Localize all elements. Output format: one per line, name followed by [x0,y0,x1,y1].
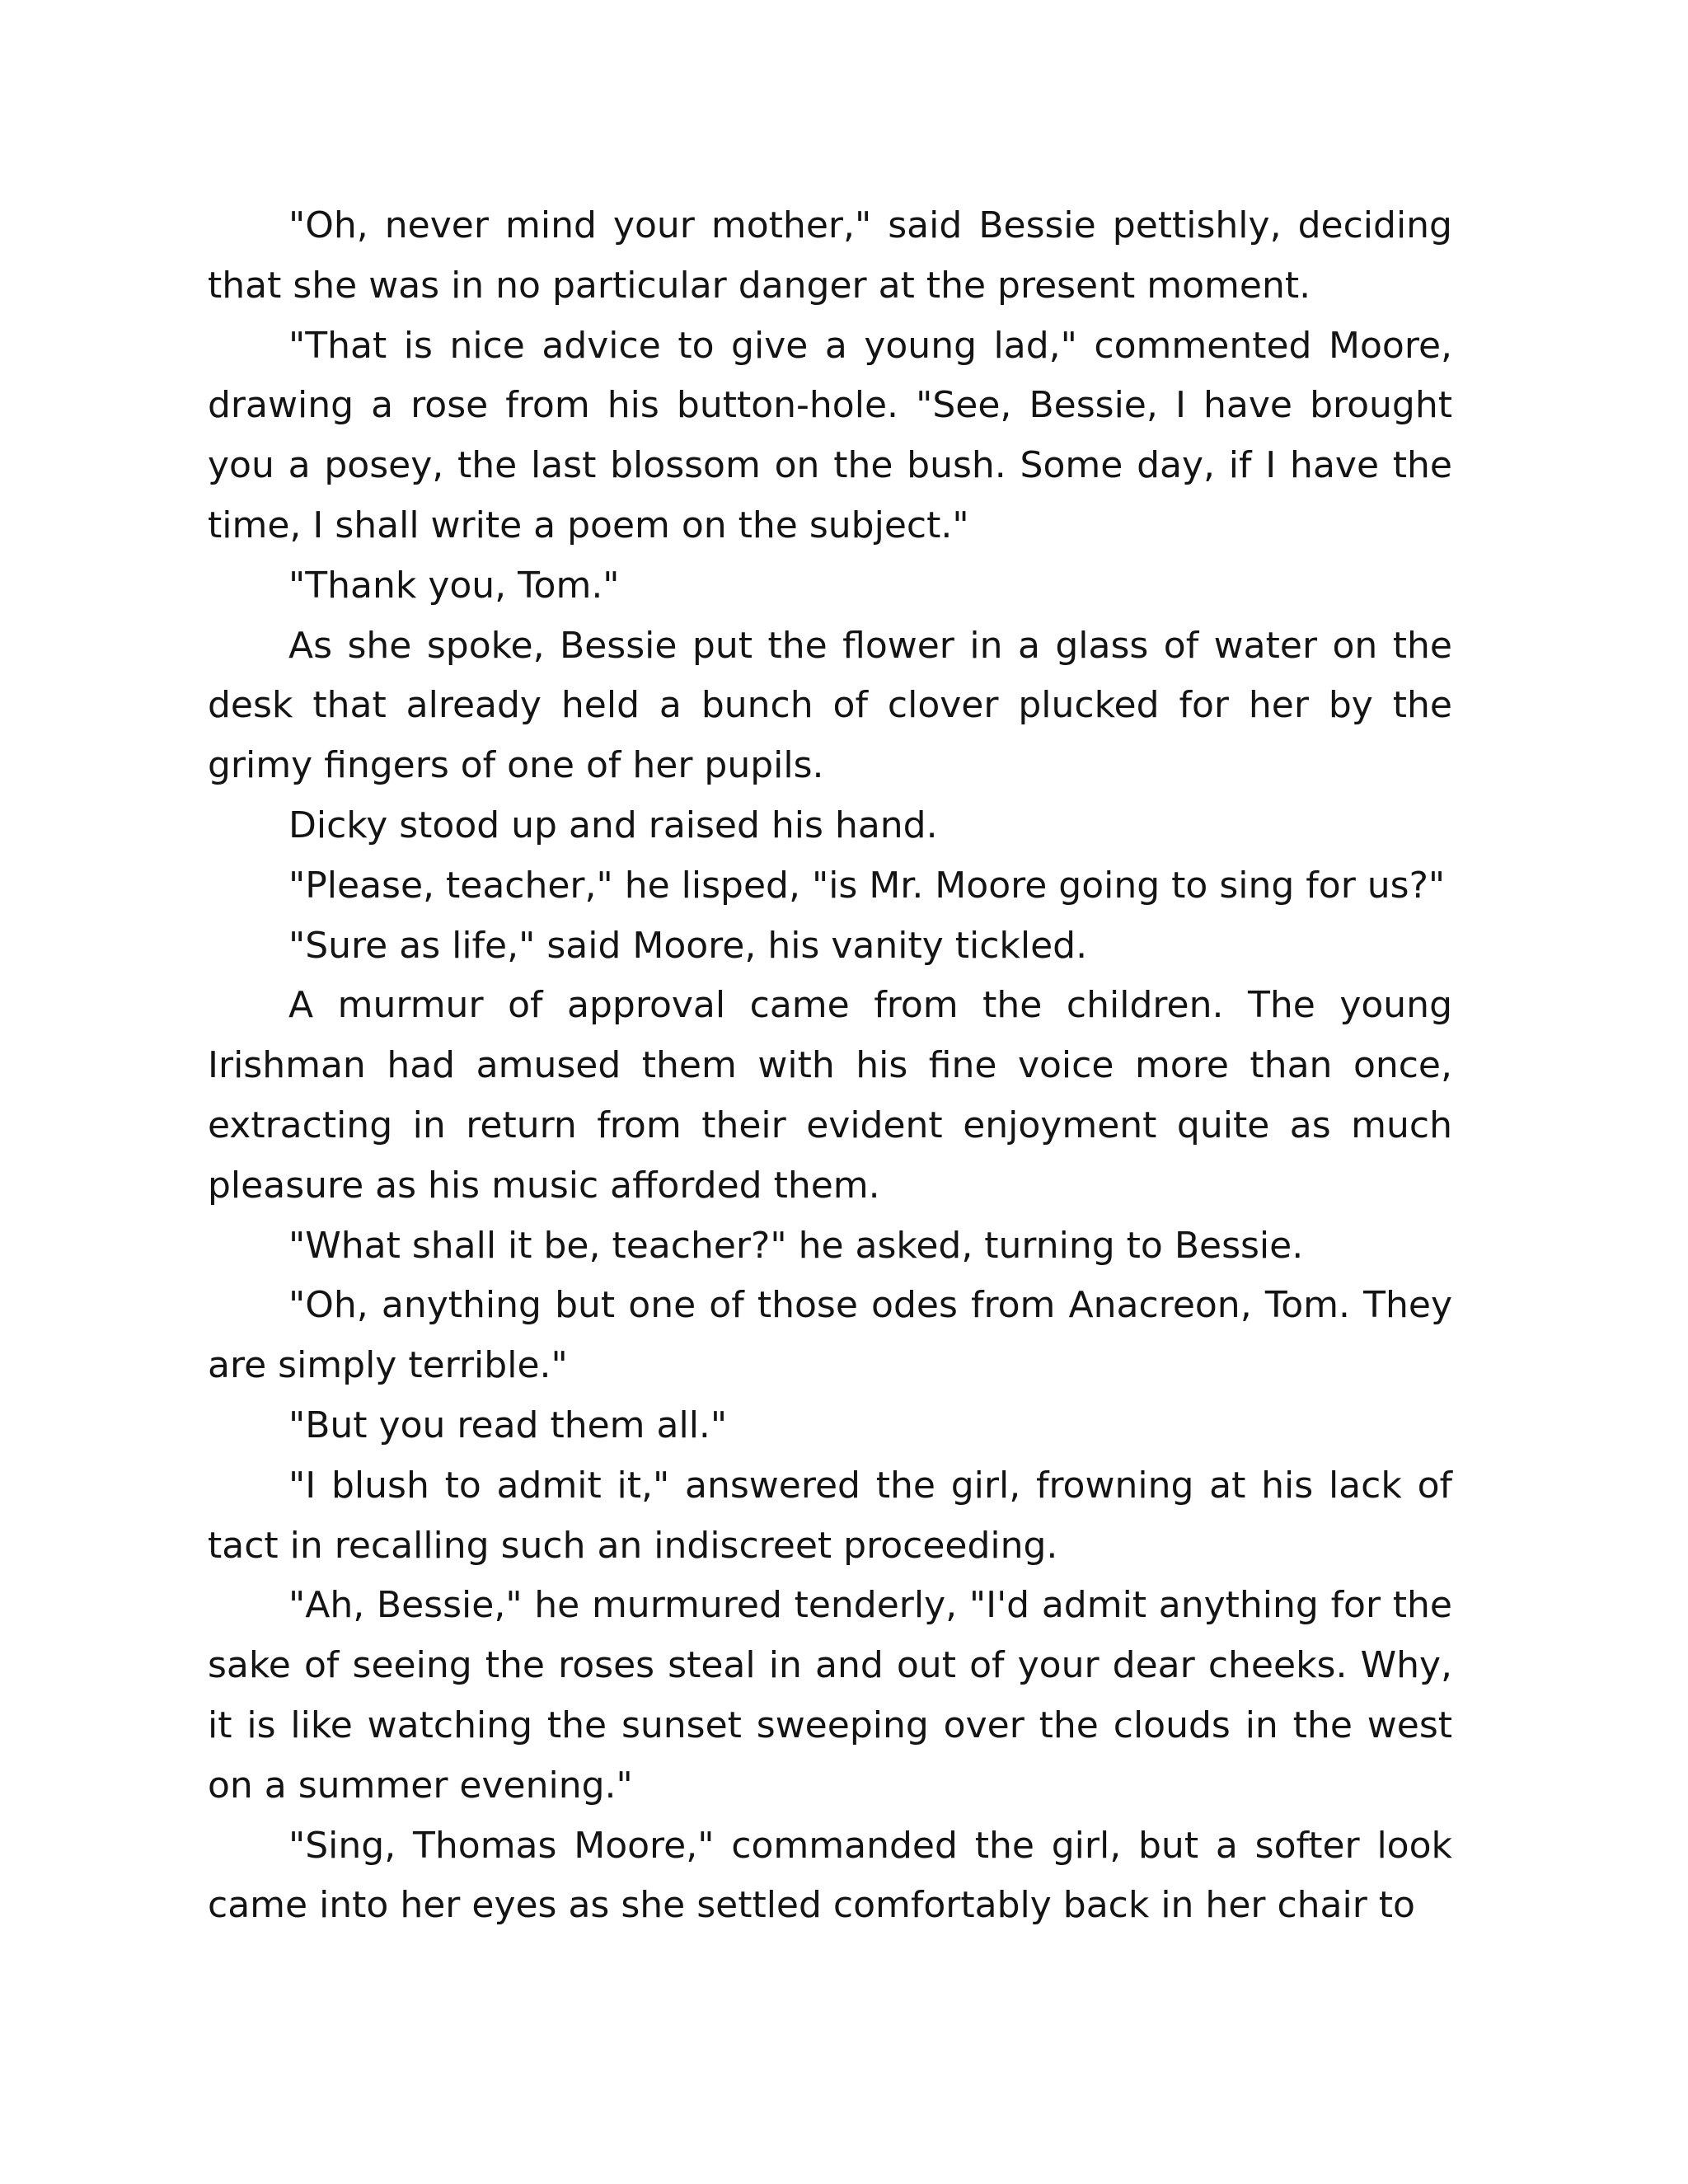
page-body [208,196,1452,1936]
paragraph: "Sure as life," said Moore, his vanity tickled. [288,924,1088,967]
paragraph: "Oh, never mind your mother," said Bessie pettishly, deciding that she was in no particular danger at the present moment. [208,204,1452,307]
paragraph: "That is nice advice to give a young lad," commented Moore, drawing a rose from his button-hole. "See, Bessie, I have brought you a posey, the last blossom on the bush. Some day, if I have the time, I shall write a poem on the subject." [208,324,1452,546]
paragraph: As she spoke, Bessie put the flower in a glass of water on the desk that already held a bunch of clover plucked for her by the grimy fingers of one of her pupils. [208,624,1452,787]
paragraph: "Thank you, Tom." [288,564,620,607]
paragraph: "Sing, Thomas Moore," commanded the girl, but a softer look came into her eyes as she settled comfortably back in her chair to [208,1824,1452,1927]
paragraph: "Oh, anything but one of those odes from Anacreon, Tom. They are simply terrible." [208,1284,1452,1387]
paragraph: "Ah, Bessie," he murmured tenderly, "I'd admit anything for the sake of seeing the roses steal in and out of your dear cheeks. Why, it is like watching the sunset sweeping over the clouds in the west on a summer evening." [208,1584,1452,1807]
paragraph: "Please, teacher," he lisped, "is Mr. Moore going to sing for us?" [288,864,1446,907]
paragraph: "But you read them all." [288,1404,728,1446]
paragraph: Dicky stood up and raised his hand. [288,804,938,846]
paragraph: "I blush to admit it," answered the girl, frowning at his lack of tact in recalling such an indiscreet proceeding. [208,1464,1452,1567]
paragraph: "What shall it be, teacher?" he asked, turning to Bessie. [288,1224,1304,1267]
paragraph: A murmur of approval came from the children. The young Irishman had amused them with his fine voice more than once, extracting in return from their evident enjoyment quite as much pleasure as his music afforded them. [208,984,1452,1207]
